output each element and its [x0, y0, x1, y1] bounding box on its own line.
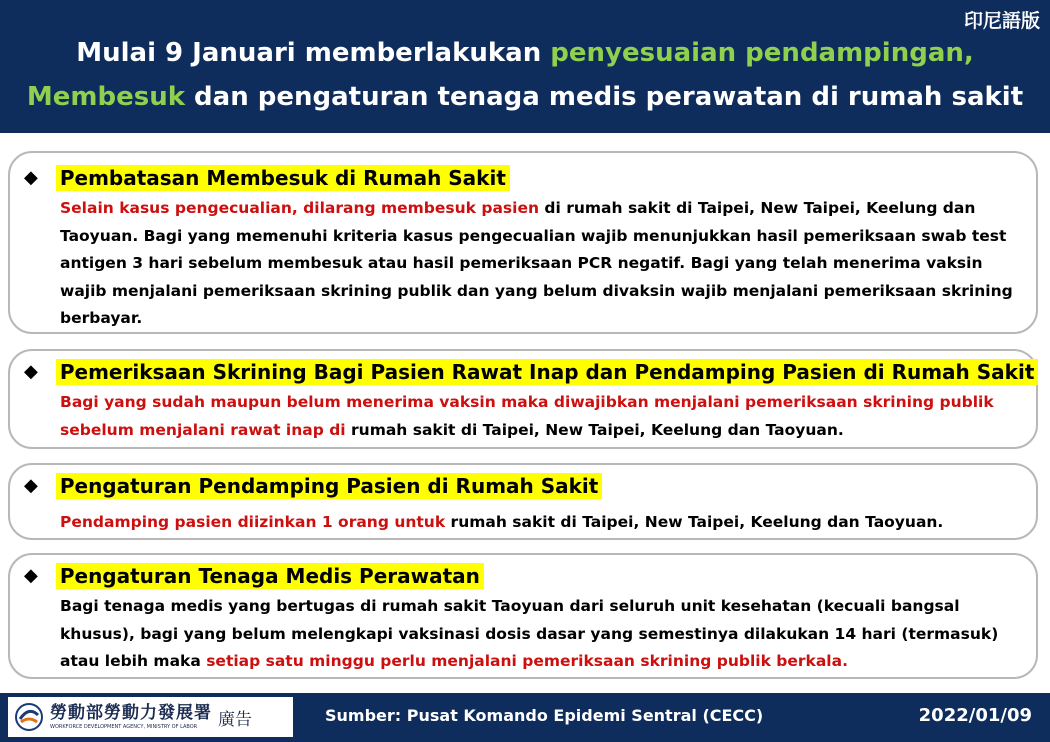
- section-body-text: Bagi tenaga medis yang bertugas di rumah sakit Taoyuan dari seluruh unit kesehatan (kecuali bangsal khusus), bagi yang belum melengkapi vaksinasi dosis dasar yang semestinya dilakukan 14 hari (termasuk) atau lebih maka: [60, 597, 999, 670]
- agency-name-cn: 勞動部勞動力發展署: [50, 703, 212, 723]
- section-body: [60, 509, 1028, 537]
- diamond-bullet-icon: ◆: [24, 565, 38, 586]
- section-visiting-restrictions: [8, 151, 1038, 334]
- section-heading-text: Pembatasan Membesuk di Rumah Sakit: [56, 165, 510, 191]
- section-medical-staff-rules: [8, 553, 1038, 679]
- agency-name-en: WORKFORCE DEVELOPMENT AGENCY, MINISTRY OF LABOR: [50, 724, 198, 730]
- section-heading: [24, 473, 602, 499]
- section-body-text: rumah sakit di Taipei, New Taipei, Keelung dan Taoyuan.: [345, 420, 844, 439]
- diamond-bullet-icon: ◆: [24, 361, 38, 382]
- section-body-text: rumah sakit di Taipei, New Taipei, Keelung dan Taoyuan.: [445, 513, 944, 531]
- section-heading: [24, 165, 510, 191]
- section-heading-text: Pemeriksaan Skrining Bagi Pasien Rawat Inap dan Pendamping Pasien di Rumah Sakit: [56, 359, 1039, 385]
- agency-logo: [8, 697, 293, 737]
- title-line-2-white: dan pengaturan tenaga medis perawatan di rumah sakit: [185, 82, 1024, 112]
- section-companion-rules: [8, 463, 1038, 540]
- agency-emblem-icon: [14, 702, 44, 732]
- section-body-red: setiap satu minggu perlu menjalani pemeriksaan skrining publik berkala.: [206, 652, 848, 670]
- section-body-red: Selain kasus pengecualian, dilarang membesuk pasien: [60, 199, 540, 217]
- agency-logo-text: [50, 703, 212, 731]
- section-body: [60, 593, 1028, 676]
- diamond-bullet-icon: ◆: [24, 167, 38, 188]
- section-body-text: di rumah sakit di Taipei, New Taipei, Keelung dan Taoyuan. Bagi yang memenuhi kriteria kasus pengecualian wajib menunjukkan hasil pemeriksaan swab test antigen 3 hari sebelum membesuk atau hasil pemeriksaan PCR negatif. Bagi yang telah menerima vaksin wajib menjalani pemeriksaan skrining publik dan yang belum divaksin wajib menjalani pemeriksaan skrining berbayar.: [60, 199, 1013, 327]
- diamond-bullet-icon: ◆: [24, 475, 38, 496]
- section-heading-text: Pengaturan Pendamping Pasien di Rumah Sakit: [56, 473, 603, 499]
- publish-date: 2022/01/09: [918, 705, 1032, 726]
- source-text: Sumber: Pusat Komando Epidemi Sentral (CECC): [325, 706, 764, 725]
- language-tag: 印尼語版: [963, 10, 1040, 32]
- section-screening-inpatients: [8, 349, 1038, 449]
- title-line-1-green: penyesuaian pendampingan,: [550, 38, 974, 68]
- footer-bar: [0, 693, 1050, 742]
- section-heading-text: Pengaturan Tenaga Medis Perawatan: [56, 563, 484, 589]
- title-line-1: [0, 38, 1050, 68]
- section-body-red: Bagi yang sudah maupun belum menerima vaksin maka diwajibkan menjalani pemeriksaan skrining publik sebelum menjalani rawat inap di: [60, 393, 994, 439]
- section-body-red: Pendamping pasien diizinkan 1 orang untuk: [60, 513, 446, 531]
- title-line-1-white: Mulai 9 Januari memberlakukan: [76, 38, 551, 68]
- title-line-2-green: Membesuk: [26, 82, 185, 112]
- section-heading: [24, 563, 484, 589]
- ad-label: 廣告: [218, 709, 252, 730]
- title-line-2: [0, 82, 1050, 112]
- header-banner: [0, 0, 1050, 133]
- section-heading: [24, 359, 1038, 385]
- section-body: [60, 389, 1028, 444]
- section-body: [60, 195, 1028, 333]
